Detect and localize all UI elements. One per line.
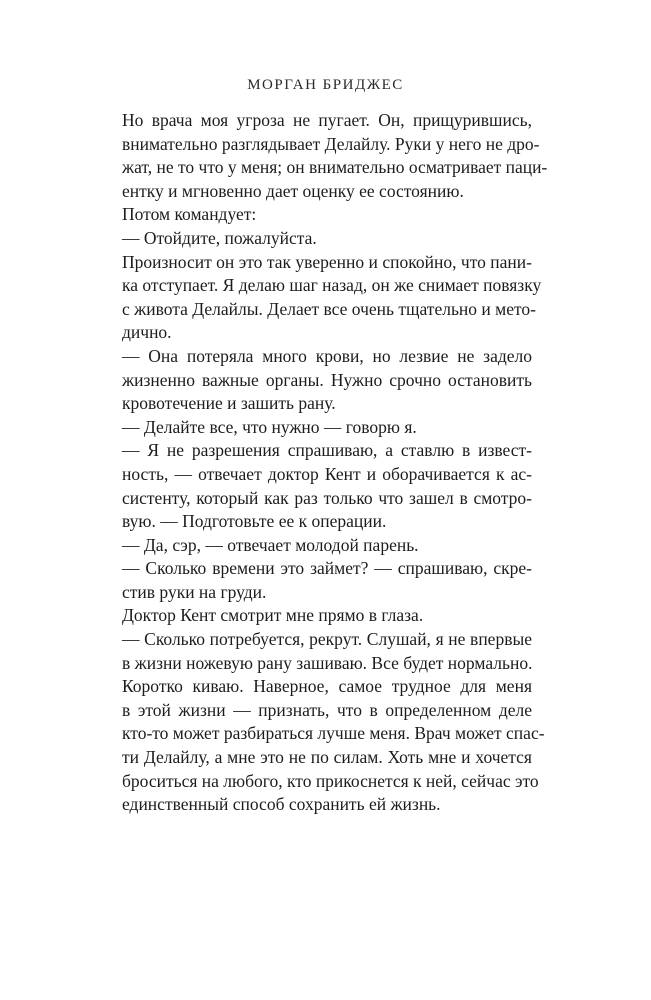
- body-text: [122, 109, 548, 817]
- text-line: вую. — Подготовьте ее к операции.: [122, 511, 387, 532]
- text-line: — Сколько времени это займет? — спрашиваю, скре-: [122, 558, 532, 579]
- text-line: жизненно важные органы. Нужно срочно остановить: [122, 369, 532, 390]
- text-line: Но врача моя угроза не пугает. Он, прищурившись,: [122, 110, 532, 130]
- text-line: ти Делайлу, а мне это не по силам. Хоть мне и хочется: [122, 747, 532, 768]
- text-line: Произносит он это так уверенно и спокойно, что пани-: [122, 251, 532, 272]
- text-line: стив руки на груди.: [122, 581, 267, 602]
- text-line: Доктор Кент смотрит мне прямо в глаза.: [122, 605, 424, 626]
- text-line: ентку и мгновенно дает оценку ее состоянию.: [122, 180, 464, 201]
- text-line: Потом командует:: [122, 204, 257, 225]
- text-line: жат, не то что у меня; он внимательно осматривает паци-: [122, 157, 548, 178]
- text-line: броситься на любого, кто прикоснется к ней, сейчас это: [122, 770, 539, 791]
- text-line: в жизни ножевую рану зашиваю. Все будет нормально.: [122, 652, 533, 673]
- text-line: — Она потеряла много крови, но лезвие не задело: [122, 345, 532, 366]
- text-line: систенту, который как раз только что зашел в смотро-: [122, 487, 532, 508]
- text-line: ность, — отвечает доктор Кент и оборачивается к ас-: [122, 463, 532, 484]
- text-line: внимательно разглядывает Делайлу. Руки у него не дро-: [122, 133, 540, 154]
- text-line: ка отступает. Я делаю шаг назад, он же снимает повязку: [122, 275, 542, 296]
- text-line: кто-то может разбираться лучше меня. Врач может спас-: [122, 723, 545, 744]
- text-line: дично.: [122, 322, 172, 343]
- text-line: единственный способ сохранить ей жизнь.: [122, 794, 441, 815]
- text-line: Коротко киваю. Наверное, самое трудное для меня: [122, 676, 532, 697]
- text-line: кровотечение и зашить рану.: [122, 393, 336, 414]
- text-line: с живота Делайлы. Делает все очень тщательно и мето-: [122, 298, 537, 319]
- text-line: в этой жизни — признать, что в определенном деле: [122, 699, 532, 720]
- text-line: — Я не разрешения спрашиваю, а ставлю в извест-: [122, 440, 532, 461]
- text-line: — Отойдите, пожалуйста.: [122, 227, 317, 248]
- running-head: МОРГАН БРИДЖЕС: [247, 77, 404, 93]
- text-line: — Да, сэр, — отвечает молодой парень.: [122, 534, 419, 555]
- text-line: — Сколько потребуется, рекрут. Слушай, я не впервые: [122, 629, 532, 650]
- text-line: — Делайте все, что нужно — говорю я.: [122, 416, 417, 437]
